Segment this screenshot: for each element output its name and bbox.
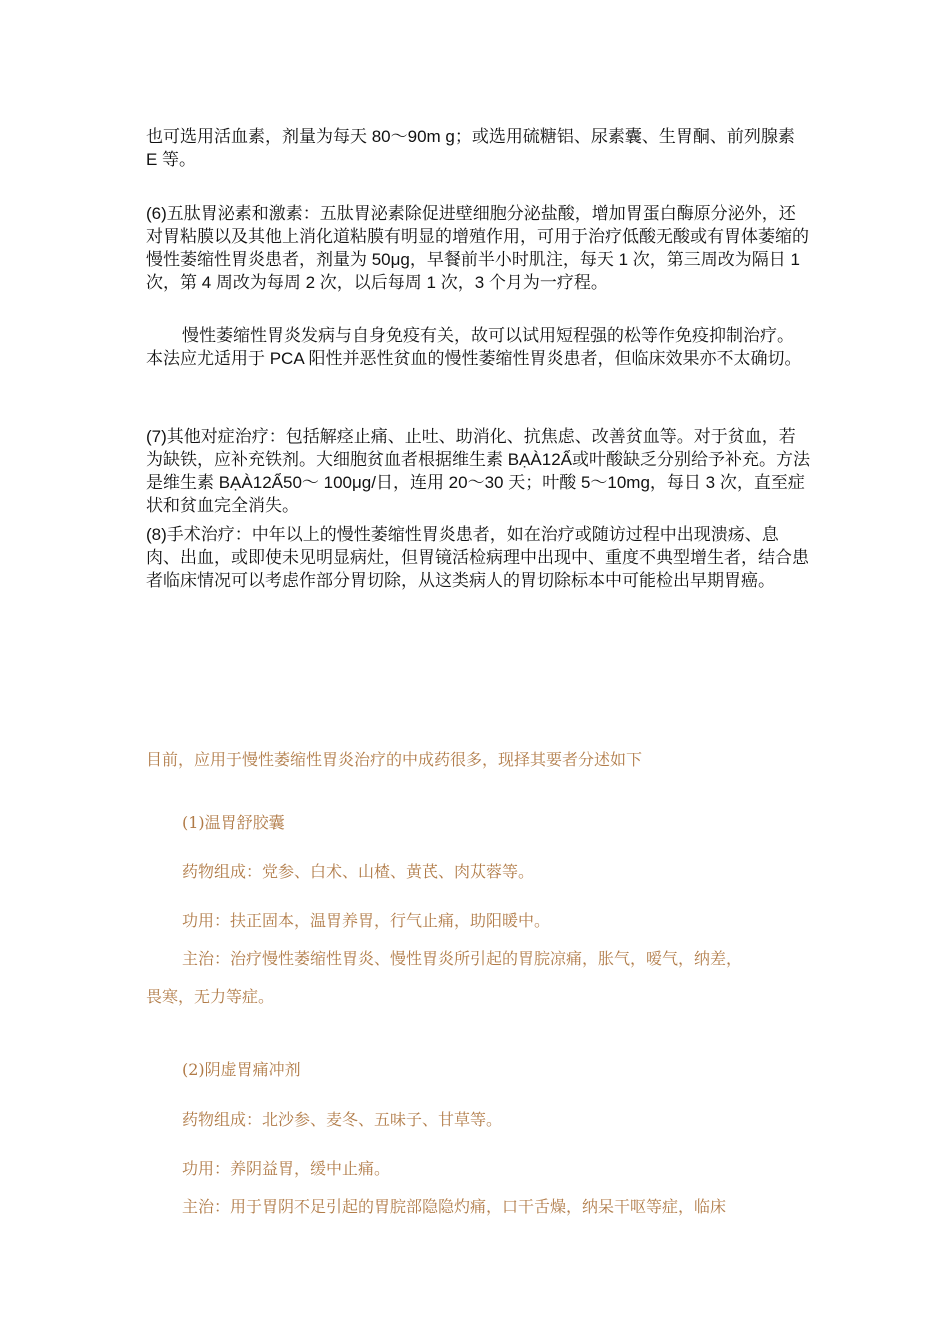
paragraph-symptomatic-treatment: (7)其他对症治疗：包括解痉止痛、止吐、助消化、抗焦虑、改善贫血等。对于贫血，若为缺铁，应补充铁剂。大细胞贫血者根据维生素 BẠÀ12Ẩ或叶酸缺乏分别给予补充。方法是维生素 BẠÀ12Ẩ50～ 100μg/日，连用 20～30 天；叶酸 5～10mg，每日 3 次，直至症状和贫血完全消失。: [146, 427, 810, 515]
drug1-indication-line1: 主治：治疗慢性萎缩性胃炎、慢性胃炎所引起的胃脘凉痛，胀气，嗳气，纳差，: [182, 949, 743, 968]
drug2-indication-line1: 主治：用于胃阴不足引起的胃脘部隐隐灼痛，口干舌燥，纳呆干呕等症，临床: [182, 1197, 727, 1216]
drug2-title: (2)阴虚胃痛冲剂: [182, 1060, 301, 1079]
drug1-function: 功用：扶正固本，温胃养胃，行气止痛，助阳暖中。: [182, 911, 551, 930]
drug2-function: 功用：养阴益胃，缓中止痛。: [182, 1159, 391, 1178]
paragraph-intro: 也可选用活血素，剂量为每天 80～90m g；或选用硫糖铝、尿素囊、生胃酮、前列腺素 E 等。: [146, 127, 795, 169]
tcm-intro: 目前，应用于慢性萎缩性胃炎治疗的中成药很多，现择其要者分述如下: [146, 750, 643, 769]
paragraph-surgical-treatment: (8)手术治疗：中年以上的慢性萎缩性胃炎患者，如在治疗或随访过程中出现溃疡、息肉、出血，或即使未见明显病灶，但胃镜活检病理中出现中、重度不典型增生者，结合患者临床情况可以考虑作部分胃切除，从这类病人的胃切除标本中可能检出早期胃癌。: [146, 525, 809, 590]
drug1-indication-line2: 畏寒，无力等症。: [146, 987, 275, 1006]
drug1-title: (1)温胃舒胶囊: [182, 813, 285, 832]
drug1-composition: 药物组成：党参、白术、山楂、黄芪、肉苁蓉等。: [182, 862, 535, 881]
drug2-composition: 药物组成：北沙参、麦冬、五味子、甘草等。: [182, 1110, 503, 1129]
paragraph-immunosuppression: 慢性萎缩性胃炎发病与自身免疫有关，故可以试用短程强的松等作免疫抑制治疗。本法应尤适用于 PCA 阳性并恶性贫血的慢性萎缩性胃炎患者，但临床效果亦不太确切。: [146, 326, 802, 368]
paragraph-pentagastrin: (6)五肽胃泌素和激素：五肽胃泌素除促进壁细胞分泌盐酸，增加胃蛋白酶原分泌外，还对胃粘膜以及其他上消化道粘膜有明显的增殖作用，可用于治疗低酸无酸或有胃体萎缩的慢性萎缩性胃炎患者，剂量为 50μg，早餐前半小时肌注，每天 1 次，第三周改为隔日 1 次，第 4 周改为每周 2 次，以后每周 1 次，3 个月为一疗程。: [146, 204, 809, 292]
